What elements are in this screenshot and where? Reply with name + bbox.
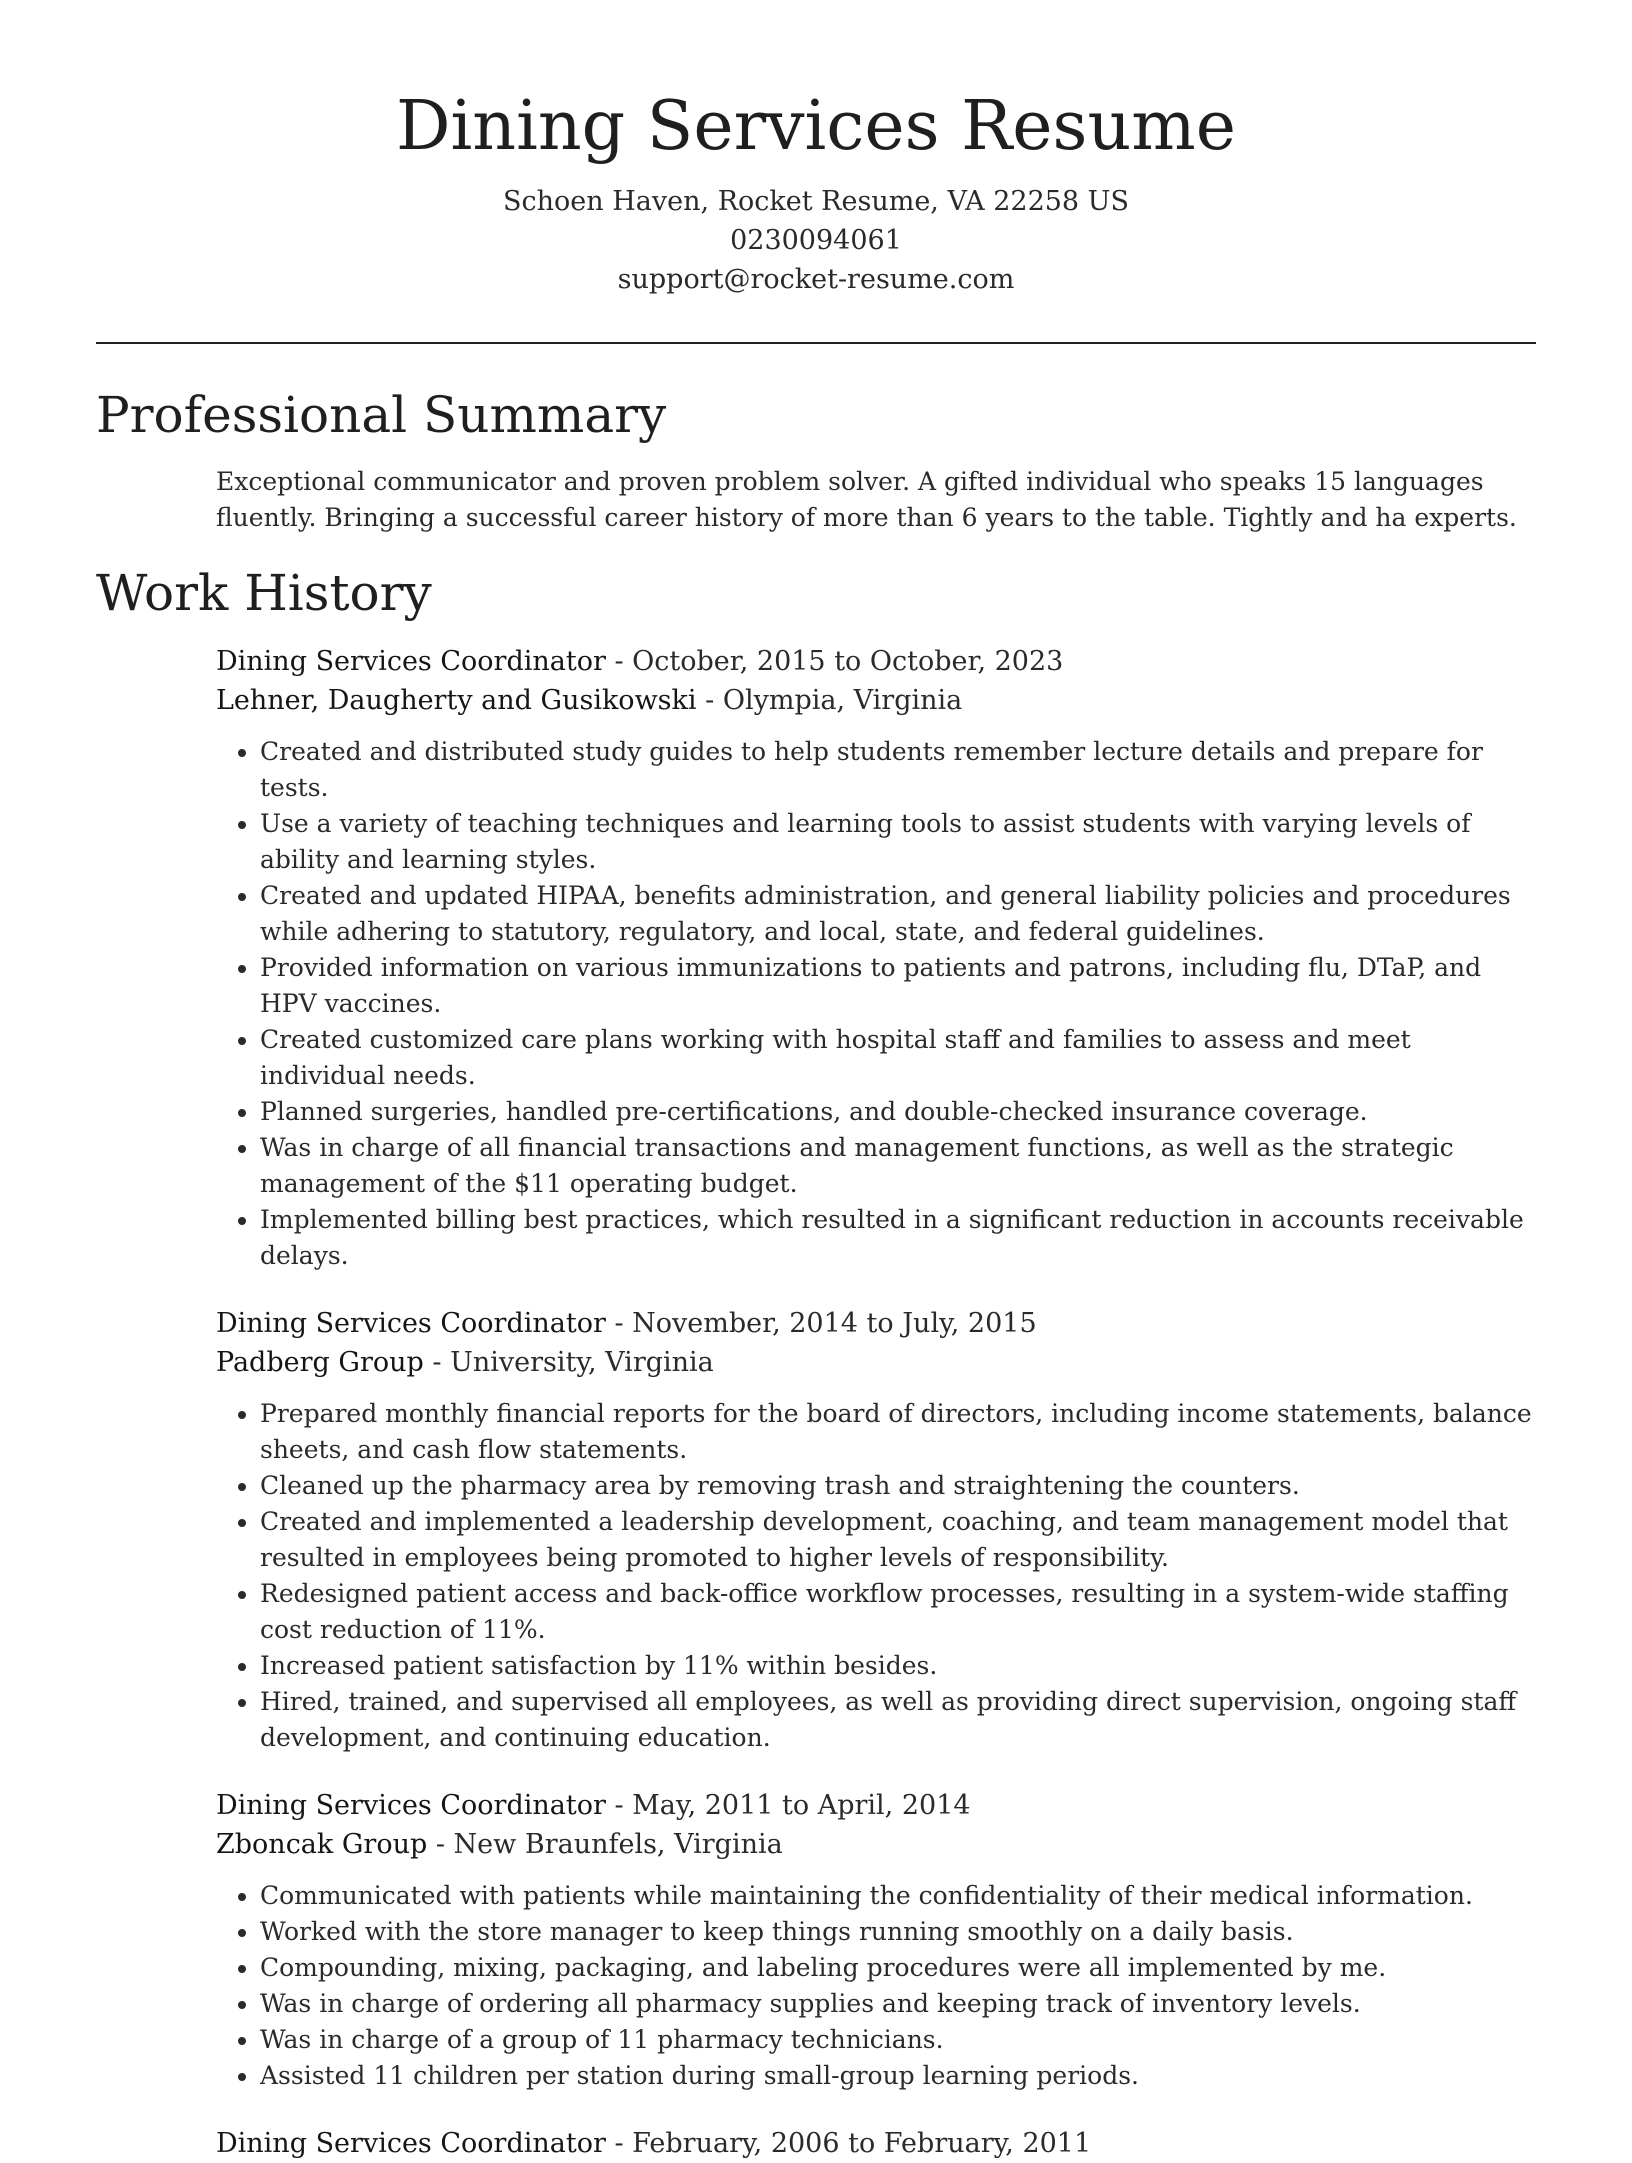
job-bullet: • Use a variety of teaching techniques and learning tools to assist students with varying levels of ability and learning styles.	[260, 806, 1536, 878]
job-bullet: • Planned surgeries, handled pre-certifications, and double-checked insurance coverage.	[260, 1094, 1536, 1130]
contact-address: Schoen Haven, Rocket Resume, VA 22258 US	[503, 186, 1129, 217]
job-bullet: • Cleaned up the pharmacy area by removing trash and straightening the counters.	[260, 1468, 1536, 1504]
resume-title: Dining Services Resume	[396, 87, 1236, 166]
job-bullet: • Prepared monthly financial reports for the board of directors, including income statements, balance sheets, and cash flow statements.	[260, 1396, 1536, 1468]
job-bullet: • Implemented billing best practices, which resulted in a significant reduction in accounts receivable delays.	[260, 1202, 1536, 1274]
job-bullet: • Communicated with patients while maintaining the confidentiality of their medical information.	[260, 1878, 1536, 1914]
job-bullet: • Provided information on various immunizations to patients and patrons, including flu, DTaP, and HPV vaccines.	[260, 950, 1536, 1022]
job-title-line	[216, 2124, 1536, 2163]
job-entry	[216, 2124, 1536, 2163]
job-location: - New Braunfels, Virginia	[427, 1829, 783, 1860]
header-divider	[96, 342, 1536, 344]
job-location: - University, Virginia	[423, 1347, 714, 1378]
job-title: Dining Services Coordinator	[216, 646, 606, 677]
contact-email: support@rocket-resume.com	[617, 264, 1015, 295]
job-bullet: • Redesigned patient access and back-office workflow processes, resulting in a system-wide staffing cost reduction of 11%.	[260, 1576, 1536, 1648]
resume-body	[96, 380, 1536, 2163]
job-title-line	[216, 1304, 1536, 1343]
job-dates: - October, 2015 to October, 2023	[605, 646, 1064, 677]
job-company-line	[216, 1825, 1536, 1864]
job-title: Dining Services Coordinator	[216, 1308, 606, 1339]
job-entry	[216, 1304, 1536, 1756]
resume-header	[0, 82, 1632, 299]
job-entry	[216, 1786, 1536, 2094]
job-company: Zboncak Group	[216, 1829, 428, 1860]
job-bullet: • Was in charge of ordering all pharmacy supplies and keeping track of inventory levels.	[260, 1986, 1536, 2022]
job-bullet: • Compounding, mixing, packaging, and labeling procedures were all implemented by me.	[260, 1950, 1536, 1986]
job-bullet: • Increased patient satisfaction by 11% within besides.	[260, 1648, 1536, 1684]
job-title: Dining Services Coordinator	[216, 1790, 606, 1821]
job-company: Padberg Group	[216, 1347, 424, 1378]
job-company-line	[216, 1343, 1536, 1382]
job-company-line	[216, 681, 1536, 720]
work-history-heading: Work History	[96, 564, 432, 622]
job-bullet: • Created and updated HIPAA, benefits administration, and general liability policies and procedures while adhering to statutory, regulatory, and local, state, and federal guidelines.	[260, 878, 1536, 950]
job-bullet: • Was in charge of all financial transactions and management functions, as well as the strategic management of the $11 operating budget.	[260, 1130, 1536, 1202]
job-title: Dining Services Coordinator	[216, 2128, 606, 2159]
job-bullet: • Was in charge of a group of 11 pharmacy technicians.	[260, 2022, 1536, 2058]
summary-text: Exceptional communicator and proven problem solver. A gifted individual who speaks 15 languages fluently. Bringing a successful career history of more than 6 years to the table. Tightly and ha experts.	[216, 467, 1517, 532]
job-entry	[216, 642, 1536, 1274]
job-title-line	[216, 1786, 1536, 1825]
job-bullet: • Worked with the store manager to keep things running smoothly on a daily basis.	[260, 1914, 1536, 1950]
job-title-line	[216, 642, 1536, 681]
job-bullet: • Assisted 11 children per station during small-group learning periods.	[260, 2058, 1536, 2094]
job-dates: - May, 2011 to April, 2014	[605, 1790, 971, 1821]
job-bullets	[216, 1878, 1536, 2094]
contact-phone: 0230094061	[730, 225, 902, 256]
job-location: - Olympia, Virginia	[696, 685, 963, 716]
job-bullet: • Created and implemented a leadership development, coaching, and team management model that resulted in employees being promoted to higher levels of responsibility.	[260, 1504, 1536, 1576]
job-bullets	[216, 1396, 1536, 1756]
job-dates: - February, 2006 to February, 2011	[605, 2128, 1092, 2159]
job-bullet: • Hired, trained, and supervised all employees, as well as providing direct supervision, ongoing staff development, and continuing education.	[260, 1684, 1536, 1756]
job-bullet: • Created and distributed study guides to help students remember lecture details and prepare for tests.	[260, 734, 1536, 806]
job-bullet: • Created customized care plans working with hospital staff and families to assess and meet individual needs.	[260, 1022, 1536, 1094]
job-dates: - November, 2014 to July, 2015	[605, 1308, 1037, 1339]
job-company: Lehner, Daugherty and Gusikowski	[216, 685, 697, 716]
job-bullets	[216, 734, 1536, 1274]
summary-heading: Professional Summary	[96, 386, 667, 444]
